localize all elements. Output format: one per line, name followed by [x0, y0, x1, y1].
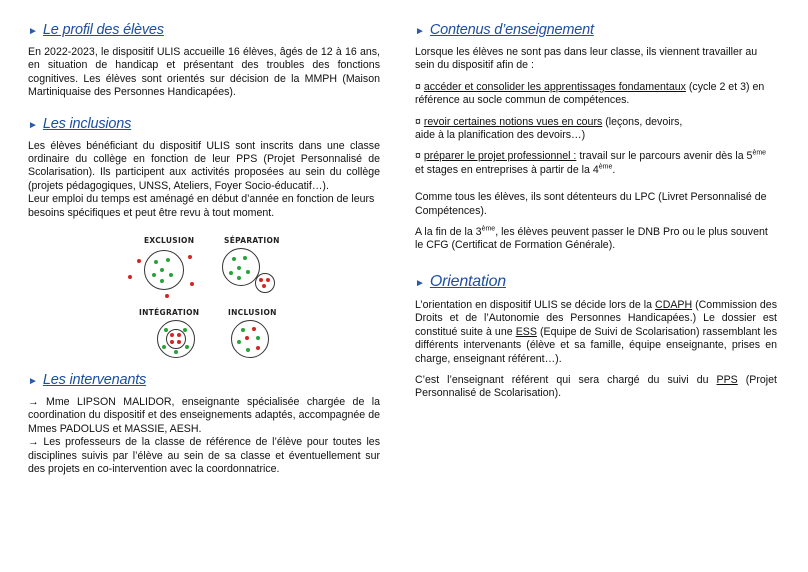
bullet-3-end: .: [612, 163, 616, 176]
acronym-pps: PPS: [716, 373, 738, 386]
excluded-dot: [165, 294, 169, 298]
excluded-dot: [137, 259, 141, 263]
inclusion-diagram: [28, 220, 380, 360]
heading-profil-text: Le profil des élèves: [42, 22, 164, 38]
triangle-bullet-icon: ►: [28, 376, 38, 388]
exclusion-circle: [144, 250, 184, 290]
orientation-paragraph-2: [415, 374, 777, 401]
triangle-bullet-icon: ►: [415, 26, 425, 37]
inclusions-paragraph-2: Leur emploi du temps est aménagé en début d’année en fonction de leurs besoins spécifiques et peut être revu à tout moment.: [28, 193, 375, 219]
bullet-3-mid: et stages en entreprises à partir de la 4: [415, 163, 599, 176]
bullet-3-sup-2: ème: [598, 163, 613, 171]
orientation-text-c: (Equipe de Suivi de Scolarisation) rassemblant les différents intervenants (élève et sa famille, équipe enseignante, prises en charge, enseignant référent…).: [415, 325, 777, 365]
orientation-text-b: (Commission des Droits et de l’Autonomie des Personnes Handicapées.) Le dossier est constitué suite à une: [415, 298, 777, 338]
label-integration: INTÉGRATION: [139, 308, 200, 318]
orientation-p2-a: C’est l’enseignant référent qui sera chargé du suivi du: [415, 373, 717, 386]
excluded-dot: [128, 275, 132, 279]
acronym-cdaph: CDAPH: [655, 298, 693, 311]
heading-inclusions: [28, 116, 380, 132]
right-column: [415, 22, 777, 401]
bullet-1-rest: (cycle 2 et 3) en référence au socle commun de compétences.: [415, 80, 765, 107]
excluded-dot: [190, 282, 194, 286]
orientation-paragraph-1: [415, 299, 777, 366]
heading-inclusions-text: Les inclusions: [42, 115, 132, 132]
bullet-2-rest: (leçons, devoirs,: [602, 115, 683, 128]
heading-orientation: [415, 273, 777, 291]
contenus-lpc: Comme tous les élèves, ils sont détenteurs du LPC (Livret Personnalisé de Compétences).: [415, 191, 767, 217]
bullet-2-line2: aide à la planification des devoirs…): [415, 129, 586, 142]
heading-contenus: [415, 22, 777, 38]
bullet-3-rest: travail sur le parcours avenir dès la 5: [576, 150, 753, 163]
dnb-text-a: A la fin de la 3: [415, 226, 482, 239]
bullet-1-underlined: accéder et consolider les apprentissages fondamentaux: [423, 80, 686, 93]
heading-orientation-text: Orientation: [429, 272, 506, 290]
dnb-text-b: , les élèves peuvent passer le DNB Pro ou le plus souvent le CFG (Certificat de Formation Générale).: [415, 226, 768, 252]
triangle-bullet-icon: ►: [28, 119, 38, 131]
contenus-dnb: [415, 226, 777, 253]
heading-contenus-text: Contenus d’enseignement: [429, 22, 594, 38]
bullet-symbol-icon: ¤: [415, 115, 421, 128]
label-separation: SÉPARATION: [224, 236, 280, 246]
intervenants-paragraph-1: → Mme LIPSON MALIDOR, enseignante spécialisée chargée de la coordination du dispositif et des enseignements adaptés, accompagnée de Mmes PADOLUS et MASSIE, AESH.: [28, 396, 380, 435]
bullet-2-underlined: revoir certaines notions vues en cours: [423, 115, 603, 128]
triangle-bullet-icon: ►: [28, 26, 38, 37]
heading-profil: [28, 22, 380, 38]
dnb-sup: ème: [481, 225, 496, 233]
bullet-symbol-icon: ¤: [415, 80, 421, 93]
bullet-symbol-icon: ¤: [415, 150, 421, 163]
acronym-ess: ESS: [515, 325, 537, 338]
contenus-bullet-3: [415, 150, 777, 177]
contenus-bullet-2: [415, 116, 777, 143]
orientation-p2-b: (Projet Personnalisé de Scolarisation).: [415, 373, 777, 400]
heading-intervenants-text: Les intervenants: [42, 372, 147, 389]
inclusion-circle: [231, 320, 269, 358]
label-exclusion: EXCLUSION: [144, 236, 195, 246]
contenus-intro: Lorsque les élèves ne sont pas dans leur classe, ils viennent travailler au sein du dispositif afin de :: [415, 46, 758, 72]
excluded-dot: [188, 255, 192, 259]
label-inclusion: INCLUSION: [228, 308, 277, 318]
integration-circle-inner: [166, 329, 186, 349]
inclusions-paragraph-1: Les élèves bénéficiant du dispositif ULIS sont inscrits dans une classe ordinaire du collège en fonction de leur PPS (Projet Personnalisé de Scolarisation). Ils participent aux activités proposées au sein du collège (projets pédagogiques, UNSS, Ateliers, Foyer Socio-éducatif…).: [28, 139, 380, 192]
intervenants-paragraph-2: → Les professeurs de la classe de référence de l’élève pour toutes les disciplines suivis par l’élève au sein de sa classe et éventuellement sur des projets en co-intervention avec la coordonnatrice.: [28, 436, 380, 476]
separation-circle-small: [255, 273, 275, 293]
triangle-bullet-icon: ►: [415, 277, 425, 289]
bullet-3-sup-1: ème: [752, 149, 767, 157]
orientation-text-a: L’orientation en dispositif ULIS se décide lors de la: [415, 298, 656, 311]
contenus-bullet-1: [415, 81, 777, 108]
bullet-3-underlined: préparer le projet professionnel :: [423, 150, 577, 163]
integration-circle-outer: [157, 320, 195, 358]
left-column: [28, 22, 380, 477]
heading-intervenants: [28, 372, 380, 388]
profil-text: En 2022-2023, le dispositif ULIS accueille 16 élèves, âgés de 12 à 16 ans, en situation de handicap et présentant des troubles des fonctions cognitives. Les élèves sont orientés sur décision de la MMPH (Maison Martiniquaise des Personnes Handicapées).: [28, 46, 380, 99]
